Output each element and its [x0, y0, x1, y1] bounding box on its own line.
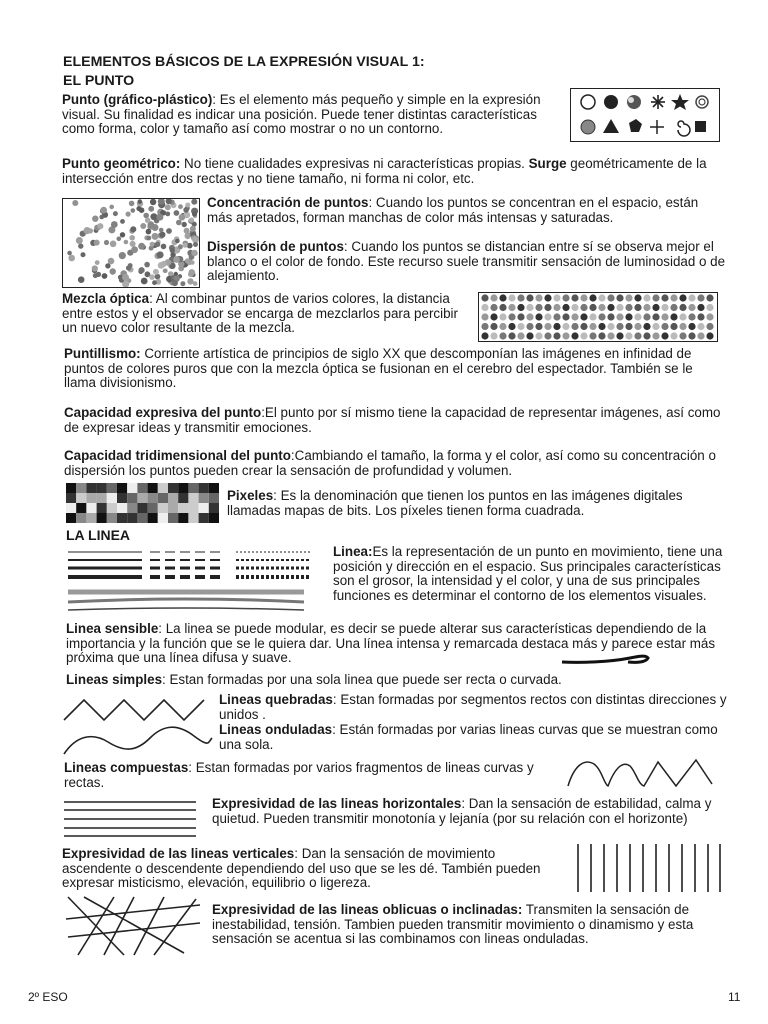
concentracion-definition: Concentración de puntos: Cuando los puntos se concentran en el espacio, están más apretados, forman manchas de color más intensas y saturadas.: [207, 195, 699, 225]
mezcla-optica-definition: Mezcla óptica: Al combinar puntos de varios colores, la distancia entre estos y el observador se encarga de mezclarlos para percibir un nuevo color resultante de la mezcla.: [62, 291, 458, 336]
triangle-blob-icon: [603, 119, 619, 133]
star-icon: [671, 94, 689, 110]
capacidad-expresiva-definition: Capacidad expresiva del punto:El punto por sí mismo tiene la capacidad de representar imágenes, así como de expresar ideas y transmitir emociones.: [64, 405, 721, 435]
lineas-quebradas-definition: Lineas quebradas: Estan formadas por segmentos rectos con distintas direcciones y unidos .: [219, 692, 727, 722]
square-icon: [695, 121, 706, 132]
linea-sensible-definition: Linea sensible: La linea se puede modular, es decir se puede alterar sus características dependiendo de la importancia y la función que se le quiera dar. Una línea intensa y remarcada destaca más y parece estar más próxima que una línea difusa y suave.: [66, 621, 716, 666]
filled-circle-icon: [604, 95, 618, 109]
spiral-dot-icon: [696, 96, 708, 108]
pixels-image: [66, 483, 220, 523]
section-heading-linea: LA LINEA: [66, 527, 131, 543]
plus-icon: [650, 120, 664, 134]
lineas-compuestas-definition: Lineas compuestas: Estan formadas por varios fragmentos de lineas curvas y rectas.: [64, 760, 534, 790]
pentagon-icon: [629, 119, 642, 132]
horizontales-definition: Expresividad de las lineas horizontales: Dan la sensación de estabilidad, calma y quietud. Pueden transmitir monotonía y lejanía (por su relación con el horizonte): [212, 796, 712, 826]
pixeles-definition: Pixeles: Es la denominación que tienen los puntos en las imágenes digitales llamadas mapas de bits. Los píxeles tienen forma cuadrada.: [227, 488, 683, 518]
lineas-simples-definition: Lineas simples: Estan formadas por una sola linea que puede ser recta o curvada.: [66, 672, 562, 687]
asterisk-icon: [651, 95, 665, 109]
punto-geometrico-definition: Punto geométrico: No tiene cualidades expresivas ni características propias. Surge geométricamente de la intersección entre dos rectas y no tiene tamaño, ni forma ni color, etc.: [62, 156, 707, 186]
vertical-lines-image: [574, 842, 724, 894]
wavy-line: [64, 727, 212, 754]
horizontal-lines-image: [62, 798, 198, 840]
simple-lines-image: [62, 692, 214, 764]
brush-stroke-image: [560, 650, 650, 670]
zigzag-line: [64, 700, 204, 720]
punto-term: Punto (gráfico-plástico): [62, 92, 213, 107]
page-title: ELEMENTOS BÁSICOS DE LA EXPRESIÓN VISUAL 1:: [63, 54, 425, 70]
punto-definition: Punto (gráfico-plástico): Es el elemento más pequeño y simple en la expresión visual. Su finalidad es indicar una posición. Puede tener distintas características como forma, color y tamaño así como mostrar o no un contorno.: [62, 92, 541, 137]
oblique-lines-image: [64, 895, 204, 957]
concentration-dispersion-image: [62, 198, 200, 288]
verticales-definition: Expresividad de las lineas verticales: Dan la sensación de movimiento ascendente o descendente dependiendo del uso que se les dé. También pueden expresar misticismo, elevación, equilibrio o ligereza.: [62, 846, 541, 891]
gray-circle-icon: [581, 120, 595, 134]
dispersion-definition: Dispersión de puntos: Cuando los puntos se distancian entre sí se observa mejor el blanco o el color de fondo. Este recurso suele transmitir sensación de luminosidad o de alejamiento.: [207, 239, 726, 284]
lineas-onduladas-definition: Lineas onduladas: Están formadas por varias lineas curvas que se muestran como una sola.: [219, 722, 718, 752]
section-heading-punto: EL PUNTO: [63, 73, 135, 89]
page-number: 11: [728, 990, 741, 1004]
capacidad-tridimensional-definition: Capacidad tridimensional del punto:Cambiando el tamaño, la forma y el color, así como su concentración o dispersión los puntos pueden crear la sensación de profundidad y volumen.: [64, 448, 716, 478]
compound-line-image: [566, 756, 716, 790]
oblicuas-definition: Expresividad de las lineas oblicuas o inclinadas: Transmiten la sensación de inestabilidad, tensión. Tambien pueden transmitir movimiento o dinamismo y esta sensación se acentua si las combinamos con lineas onduladas.: [212, 902, 694, 947]
point-shapes-box: [570, 88, 720, 142]
puntillismo-definition: Puntillismo: Corriente artística de principios de siglo XX que descomponían las imágenes en infinidad de puntos de colores puros que con la mezcla óptica se fusionan en el cerebro del espectador. También se le llama divisionismo.: [64, 346, 693, 391]
spiral-icon: [678, 121, 690, 136]
footer-course: 2º ESO: [28, 990, 68, 1004]
optical-mix-image: [478, 292, 718, 342]
outline-circle-icon: [581, 95, 595, 109]
linea-definition: Linea:Es la representación de un punto en movimiento, tiene una posición y dirección en el espacio. Sus principales características son el grosor, la intensidad y el color, y una de sus principales funciones es determinar el contorno de los elementos visuales.: [333, 544, 723, 603]
line-samples-image: [64, 546, 318, 616]
